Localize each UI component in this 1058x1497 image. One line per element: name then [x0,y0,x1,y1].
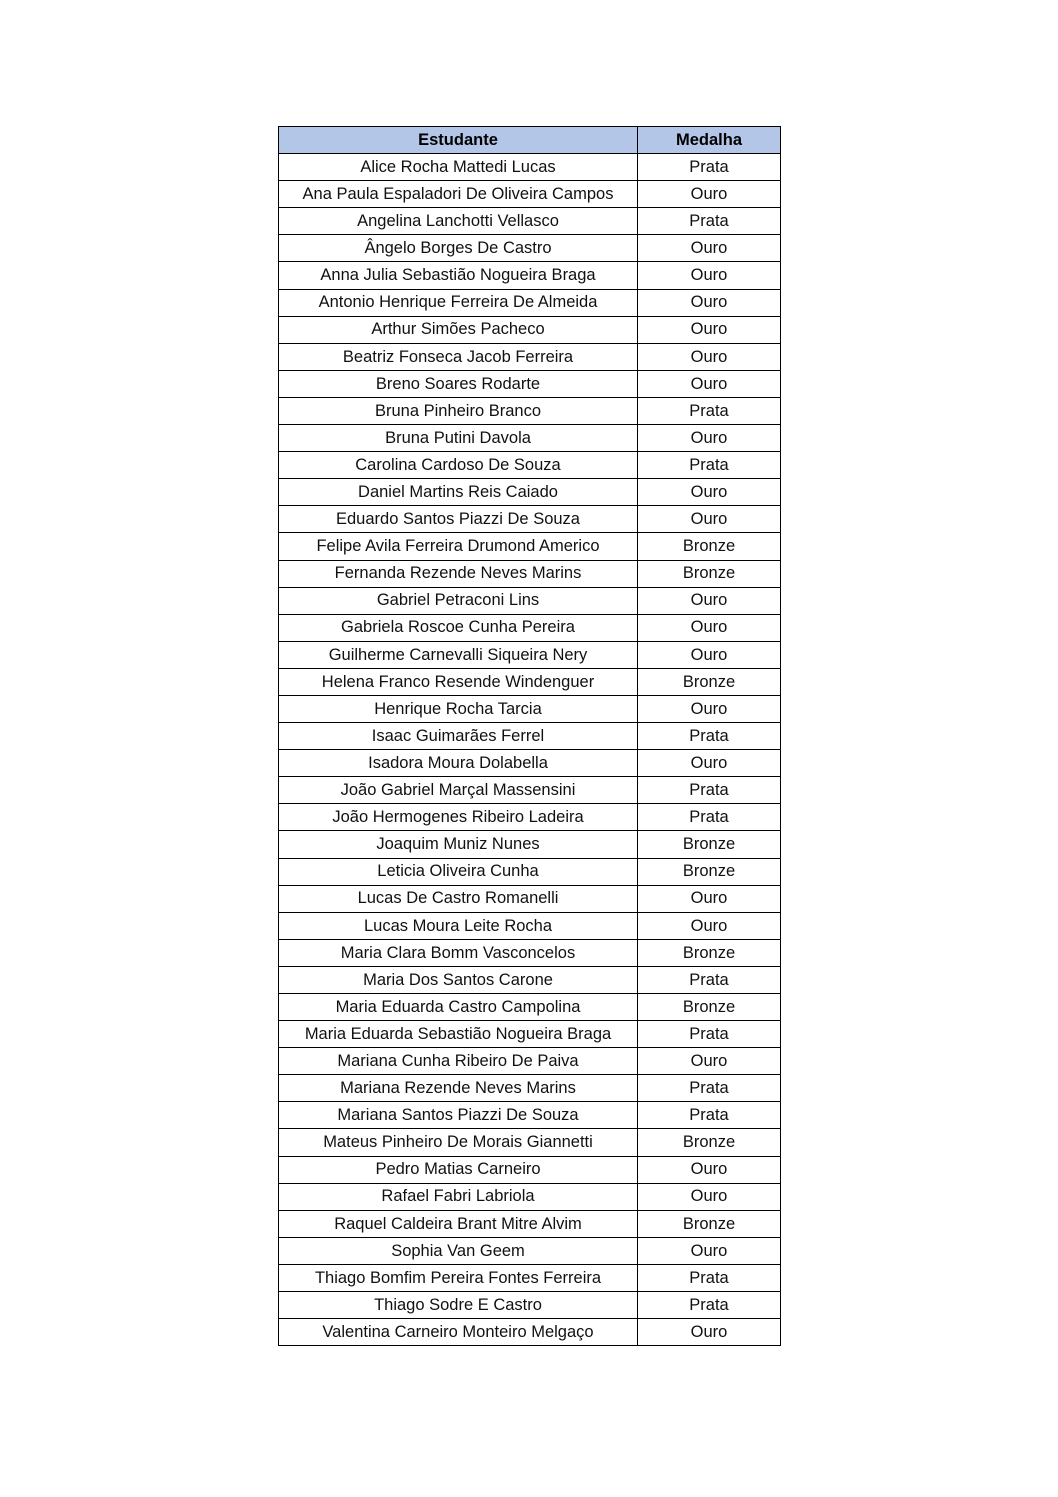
table-row [279,858,781,885]
medal-cell: Ouro [638,506,781,533]
student-name-cell: Ângelo Borges De Castro [279,235,638,262]
table-row [279,181,781,208]
table-row [279,1183,781,1210]
table-row [279,1264,781,1291]
student-name-cell: Anna Julia Sebastião Nogueira Braga [279,262,638,289]
medal-cell: Bronze [638,831,781,858]
student-name-cell: Angelina Lanchotti Vellasco [279,208,638,235]
student-name-cell: Mateus Pinheiro De Morais Giannetti [279,1129,638,1156]
student-name-cell: Antonio Henrique Ferreira De Almeida [279,289,638,316]
medal-cell: Prata [638,804,781,831]
student-name-cell: Guilherme Carnevalli Siqueira Nery [279,641,638,668]
medal-cell: Ouro [638,425,781,452]
table-row [279,966,781,993]
student-name-cell: Bruna Putini Davola [279,425,638,452]
medal-cell: Ouro [638,614,781,641]
medal-table-container [278,126,780,1346]
table-row [279,1156,781,1183]
table-row [279,1021,781,1048]
medal-cell: Prata [638,1021,781,1048]
medal-cell: Ouro [638,479,781,506]
table-row [279,912,781,939]
student-name-cell: Rafael Fabri Labriola [279,1183,638,1210]
student-name-cell: Daniel Martins Reis Caiado [279,479,638,506]
student-name-cell: Mariana Santos Piazzi De Souza [279,1102,638,1129]
table-row [279,452,781,479]
student-name-cell: Eduardo Santos Piazzi De Souza [279,506,638,533]
table-row [279,695,781,722]
column-header-medalha: Medalha [638,127,781,154]
table-row [279,641,781,668]
medal-cell: Ouro [638,1048,781,1075]
medal-cell: Ouro [638,262,781,289]
medal-cell: Prata [638,1075,781,1102]
student-name-cell: Mariana Cunha Ribeiro De Paiva [279,1048,638,1075]
medal-cell: Ouro [638,343,781,370]
table-row [279,479,781,506]
medal-cell: Ouro [638,750,781,777]
medal-cell: Bronze [638,858,781,885]
student-name-cell: Isaac Guimarães Ferrel [279,723,638,750]
student-name-cell: Pedro Matias Carneiro [279,1156,638,1183]
medal-table [278,126,781,1346]
table-row [279,1129,781,1156]
student-name-cell: Felipe Avila Ferreira Drumond Americo [279,533,638,560]
student-name-cell: Henrique Rocha Tarcia [279,695,638,722]
table-body [279,154,781,1346]
student-name-cell: Thiago Sodre E Castro [279,1292,638,1319]
student-name-cell: João Hermogenes Ribeiro Ladeira [279,804,638,831]
student-name-cell: Maria Clara Bomm Vasconcelos [279,939,638,966]
medal-cell: Prata [638,723,781,750]
medal-cell: Bronze [638,939,781,966]
student-name-cell: Breno Soares Rodarte [279,370,638,397]
medal-cell: Ouro [638,1183,781,1210]
table-row [279,208,781,235]
student-name-cell: Carolina Cardoso De Souza [279,452,638,479]
table-row [279,831,781,858]
table-row [279,750,781,777]
table-row [279,506,781,533]
medal-cell: Bronze [638,560,781,587]
medal-cell: Bronze [638,1210,781,1237]
medal-cell: Ouro [638,641,781,668]
table-row [279,1292,781,1319]
medal-cell: Bronze [638,1129,781,1156]
table-row [279,343,781,370]
medal-cell: Bronze [638,994,781,1021]
table-row [279,262,781,289]
table-row [279,1319,781,1346]
medal-cell: Prata [638,208,781,235]
student-name-cell: Maria Eduarda Castro Campolina [279,994,638,1021]
student-name-cell: Isadora Moura Dolabella [279,750,638,777]
table-header-row [279,127,781,154]
student-name-cell: Raquel Caldeira Brant Mitre Alvim [279,1210,638,1237]
medal-cell: Prata [638,452,781,479]
table-row [279,723,781,750]
medal-cell: Ouro [638,316,781,343]
table-row [279,289,781,316]
medal-cell: Ouro [638,1319,781,1346]
medal-cell: Ouro [638,289,781,316]
student-name-cell: Valentina Carneiro Monteiro Melgaço [279,1319,638,1346]
table-row [279,777,781,804]
table-row [279,316,781,343]
medal-cell: Bronze [638,668,781,695]
table-row [279,939,781,966]
table-row [279,397,781,424]
table-row [279,235,781,262]
student-name-cell: Lucas De Castro Romanelli [279,885,638,912]
student-name-cell: Maria Dos Santos Carone [279,966,638,993]
medal-cell: Ouro [638,695,781,722]
table-row [279,370,781,397]
medal-cell: Ouro [638,587,781,614]
medal-cell: Ouro [638,885,781,912]
medal-cell: Bronze [638,533,781,560]
student-name-cell: Gabriela Roscoe Cunha Pereira [279,614,638,641]
table-row [279,1075,781,1102]
student-name-cell: Alice Rocha Mattedi Lucas [279,154,638,181]
student-name-cell: Beatriz Fonseca Jacob Ferreira [279,343,638,370]
table-row [279,560,781,587]
table-row [279,994,781,1021]
medal-cell: Ouro [638,181,781,208]
medal-cell: Prata [638,154,781,181]
medal-cell: Ouro [638,1156,781,1183]
medal-cell: Prata [638,397,781,424]
medal-cell: Ouro [638,912,781,939]
student-name-cell: Thiago Bomfim Pereira Fontes Ferreira [279,1264,638,1291]
student-name-cell: Joaquim Muniz Nunes [279,831,638,858]
student-name-cell: Bruna Pinheiro Branco [279,397,638,424]
table-row [279,614,781,641]
student-name-cell: Leticia Oliveira Cunha [279,858,638,885]
student-name-cell: Lucas Moura Leite Rocha [279,912,638,939]
table-row [279,668,781,695]
medal-cell: Prata [638,1292,781,1319]
student-name-cell: Arthur Simões Pacheco [279,316,638,343]
table-row [279,154,781,181]
table-row [279,885,781,912]
student-name-cell: João Gabriel Marçal Massensini [279,777,638,804]
medal-cell: Prata [638,966,781,993]
medal-cell: Ouro [638,370,781,397]
medal-cell: Prata [638,1102,781,1129]
student-name-cell: Gabriel Petraconi Lins [279,587,638,614]
student-name-cell: Mariana Rezende Neves Marins [279,1075,638,1102]
student-name-cell: Maria Eduarda Sebastião Nogueira Braga [279,1021,638,1048]
table-row [279,1048,781,1075]
table-row [279,1210,781,1237]
medal-cell: Prata [638,777,781,804]
medal-cell: Prata [638,1264,781,1291]
student-name-cell: Helena Franco Resende Windenguer [279,668,638,695]
student-name-cell: Sophia Van Geem [279,1237,638,1264]
table-row [279,804,781,831]
student-name-cell: Ana Paula Espaladori De Oliveira Campos [279,181,638,208]
medal-cell: Ouro [638,235,781,262]
table-row [279,425,781,452]
table-row [279,1102,781,1129]
column-header-estudante: Estudante [279,127,638,154]
table-row [279,587,781,614]
table-row [279,533,781,560]
table-row [279,1237,781,1264]
student-name-cell: Fernanda Rezende Neves Marins [279,560,638,587]
medal-cell: Ouro [638,1237,781,1264]
